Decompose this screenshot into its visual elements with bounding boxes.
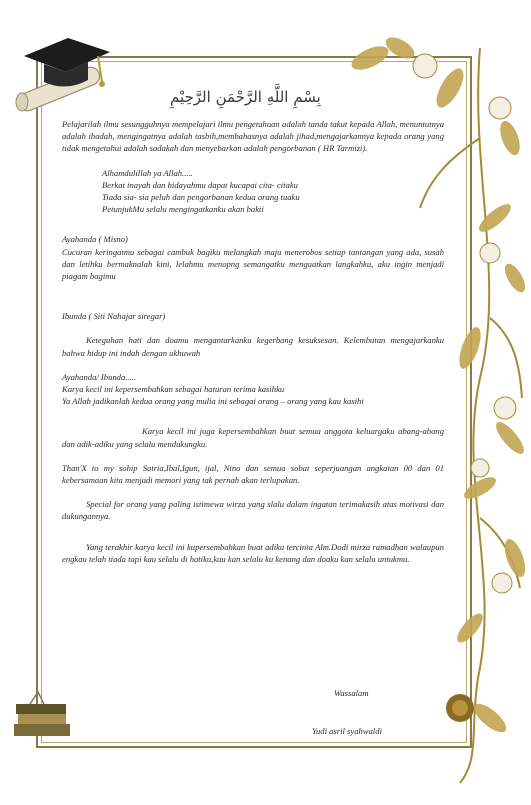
dedication-text: [62, 88, 444, 565]
verse-block: [62, 167, 444, 216]
ayahanda-heading: Ayahanda ( Misno): [62, 234, 128, 245]
basmala-heading: بِسْمِ اللَّهِ الرَّحْمَنِ الرَّحِيْمِ: [170, 88, 321, 106]
verse-line: PetunjukMu selalu mengingatkanku akan bakti: [102, 204, 264, 215]
special-paragraph: Special for orang yang paling istimewa wirza yang slalu dalam ingatan terimakasih atas motivasi dan dukungannya.: [62, 499, 444, 522]
final-paragraph: Yang terakhir karya kecil ini kupersembahkan buat adiku tercinta Alm.Dodi mirza ramadhan walaupun engkau telah tiada tapi kau selalu di hatiku,kau kan selalu ku kenang dan doaku kan selalu untukmu.: [62, 541, 444, 564]
family-paragraph: Karya kecil ini juga kepersembahkan buat semua anggota keluargaku abang-abang dan adik-adiku yang selalu mendukungku.: [62, 426, 444, 449]
parents-line: Ya Allah jadikanlah kedua orang yang mulia ini sebagai orang – orang yang kau kasihi: [62, 396, 364, 407]
friends-paragraph: Than'X to my sohip Satria,Ibal,Igun, ijal, Nino dan semua sobat seperjuangan angkatan 00 dan 01 kebersamaan kita menjadi memori yang tak pernah akan terlupakan.: [62, 462, 444, 486]
parents-heading: Ayahanda/ Ibunda.....: [62, 371, 136, 382]
closing-salutation: Wassalam: [334, 688, 369, 698]
parents-line: Karya kecil ini kepersembahkan sebagai haturan terima kasihku: [62, 384, 285, 395]
verse-line: Berkat inayah dan hidayahmu dapat kucapai cita- citaku: [102, 179, 298, 190]
hadith-paragraph: Pelajarilah ilmu sesungguhnya mempelajari ilmu pengetahuan adalah tanda takut kepada Allah, menuntutnya adalah ibadah, mengingatnya adalah tasbih,membahasnya adalah jihad,mengajarkannya kepada orang yang tidak mengetahui adalah sadakah dan menyebarkan adalah pengorbanan ( HR Tarmizi).: [62, 119, 444, 154]
ibunda-paragraph: Keteguhan hati dan doamu mengantarkanku kegerbang kesuksesan. Kelembutan mengajarkanku bahwa hidup ini indah dengan ukhuwah: [62, 335, 444, 358]
ayahanda-paragraph: Cucuran keringatmu sebagai cambuk bagiku melangkah maju menerobos setiap tantangan yang ada, susah dan letihku bermaknalah kini, lelahmu menopng semangatku menguatkan langkahku, aku ingin menjadi piagam bagimu: [62, 246, 444, 282]
rose-icon: [446, 694, 474, 722]
verse-line: Alhamdulillah ya Allah.....: [102, 167, 193, 178]
signature-name: Yudi asril syahwaldi: [312, 726, 382, 736]
book-stack-icon: [10, 690, 74, 742]
verse-line: Tiada sia- sia peluh dan pengorbanan kedua orang tuaku: [102, 192, 300, 203]
ibunda-heading: Ibunda ( Siti Nahajar siregar): [62, 311, 166, 322]
